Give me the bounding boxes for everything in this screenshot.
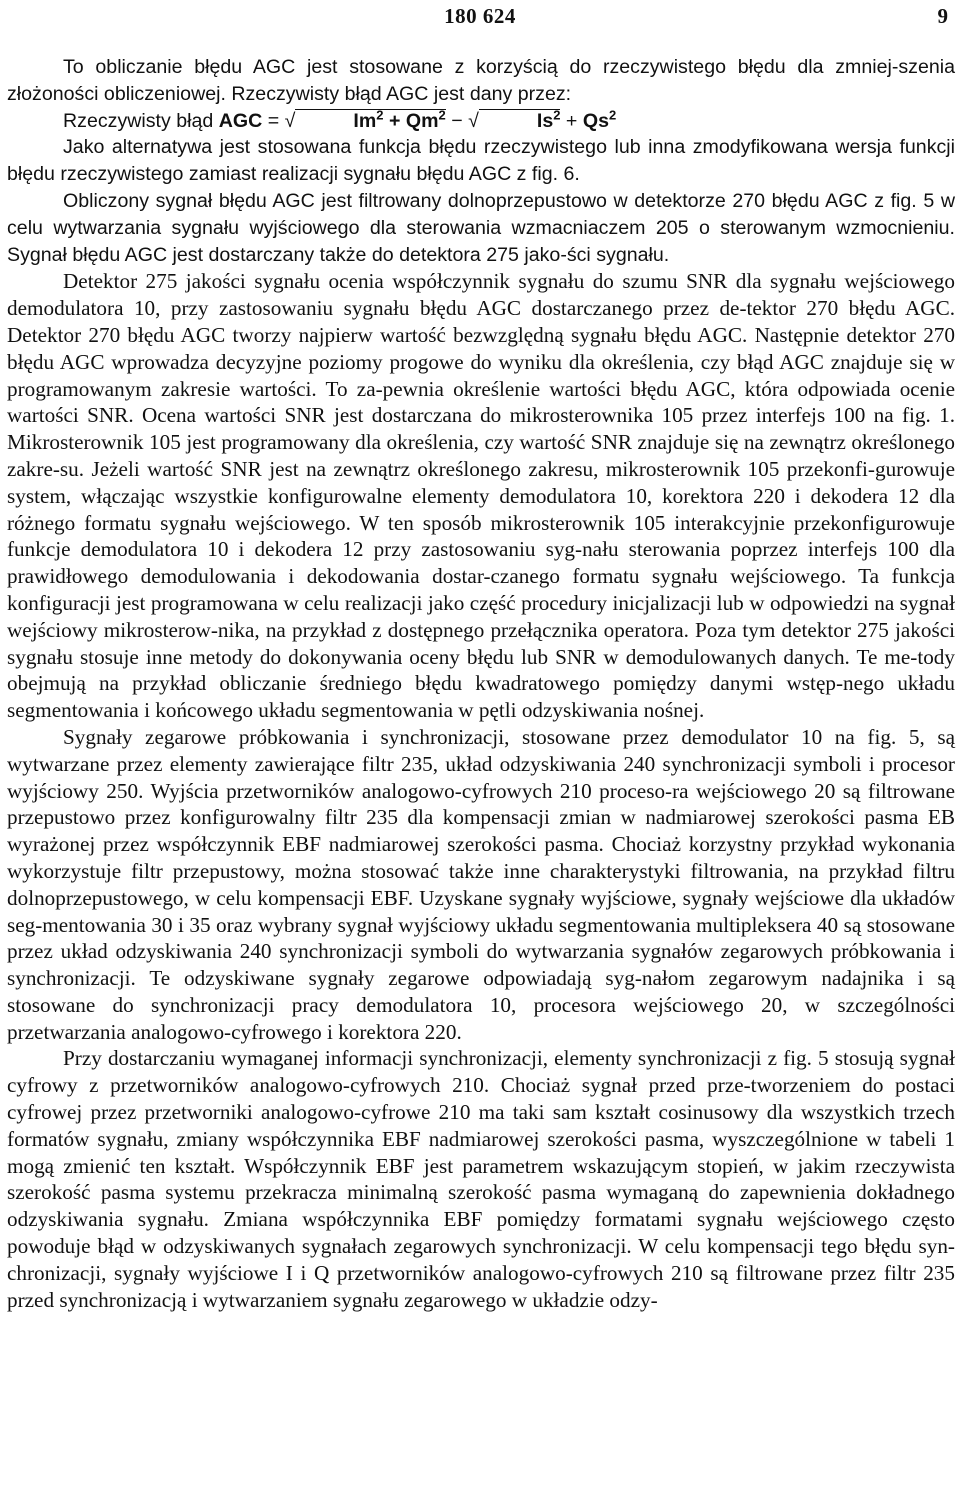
formula-equals: = xyxy=(267,109,280,132)
formula-minus: − xyxy=(451,109,463,132)
patent-number: 180 624 xyxy=(444,4,516,28)
sqrt-icon: √ xyxy=(284,109,296,132)
formula-prefix: Rzeczywisty błąd xyxy=(63,109,214,132)
paragraph-6: Przy dostarczaniu wymaganej informacji synchronizacji, elementy synchronizacji z fig. 5 stosują sygnał cyfrowy z przetworników analogowo-cyfrowych 210. Chociaż sygnał przed prze-tworzeniem do postaci cyfrowej przez przetworniki analogowo-cyfrowe 210 ma taki sam kształt cosinusowy dla wszystkich trzech formatów sygnału, zmiany współczynnika EBF nadmiarowej szerokości pasma, wyszczególnione w tabeli 1 mogą zmienić ten kształt. Współczynnik EBF jest parametrem wskazującym stopień, w jakim rzeczywista szerokość pasma systemu przekracza minimalną szerokość pasma wymaganą do zapewnienia dokładnego odzyskiwania sygnału. Zmiana współczynnika EBF pomiędzy formatami sygnału wejściowego często powoduje błąd w odzyskiwanych sygnałach zegarowych synchronizacji. W celu kompensacji tego błędu syn-chronizacji, sygnały wyjściowe I i Q przetworników analogowo-cyfrowych 210 są filtrowane przez filtr 235 przed synchronizacją i wytwarzaniem sygnału zegarowego w układzie odzy- xyxy=(7,1046,955,1312)
agc-error-formula: Rzeczywisty błąd AGC = √ Im$^2$ + Qm$^2$ − √ Is$^2$ + Qs$^2$ xyxy=(63,107,617,132)
page-header xyxy=(0,4,960,28)
paragraph-5: Sygnały zegarowe próbkowania i synchronizacji, stosowane przez demodulator 10 na fig. 5, są wytwarzane przez elementy zawierające filtr 235, układ odzyskiwania 240 synchronizacji symboli i procesor wyjściowy 250. Wyjścia przetworników analogowo-cyfrowych 210 proceso-ra wejściowego 20 są filtrowane przepustowo przez konfigurowalny filtr 235 dla kompensacji zmian w nadmiarowej szerokości pasma EB wyrażonej przez współczynnik EBF nadmiarowej szerokości pasma. Chociaż korzystny przykład wykonania wykorzystuje filtr przepustowy, można stosować także inne charakterystyki filtrowania, na przykład filtru dolnoprzepustowego, w celu kompensacji EBF. Uzyskane sygnały wyjściowe, sygnały wejściowe dla układów seg-mentowania 30 i 35 oraz wybrany sygnał wyjściowy układu segmentowania multipleksera 40 są stosowane przez układ odzyskiwania 240 synchronizacji symboli do wytwarzania sygnałów zegarowych próbkowania i synchronizacji. Te odzyskiwane sygnały zegarowe odpowiadają syg-nałom zegarowym nadajnika i są stosowane do synchronizacji pracy demodulatora 10, procesora wejściowego 20, w szczególności przetwarzania analogowo-cyfrowego i korektora 220. xyxy=(7,724,955,1044)
formula-sqrt-term-1: Im$^2$ + Qm$^2$ xyxy=(295,109,445,132)
paragraph-4: Detektor 275 jakości sygnału ocenia współczynnik sygnału do szumu SNR dla sygnału wejściowego demodulatora 10, przy zastosowaniu sygnału błędu AGC dostarczanego przez de-tektor 270 błędu AGC. Detektor 270 błędu AGC tworzy najpierw wartość bezwzględną sygnału błędu AGC. Następnie detektor 270 błędu AGC wprowadza decyzyjne poziomy progowe do wyniku dla określenia, czy błąd AGC znajduje się w programowanym zakresie wartości. To za-pewnia określenie wartości błędu AGC, która odpowiada ocenie wartości SNR. Ocena wartości SNR jest dostarczana do mikrosterownika 105 przez interfejs 100 na fig. 1. Mikrosterownik 105 jest programowany dla określenia, czy wartość SNR znajduje się na zewnątrz określonego zakre-su. Jeżeli wartość SNR jest na zewnątrz określonego zakresu, mikrosterownik 105 przekonfi-gurowuje system, włączając wszystkie konfigurowalne elementy demodulatora 10, korektora 220 i dekodera 12 dla różnego formatu sygnału wejściowego. W ten sposób mikrosterownik 105 interakcyjnie przekonfigurowuje funkcje demodulatora 10 i dekodera 12 przy zastosowaniu syg-nału sterowania poprzez interfejs 100 dla prawidłowego demodulowania i dekodowania dostar-czanego formatu sygnału wejściowego. Ta funkcja konfiguracji jest programowana w celu realizacji jako część procedury inicjalizacji lub w odpowiedzi na sygnał wejściowy mikrosterow-nika, na przykład z dostępnego przełącznika operatora. Poza tym detektor 275 jakości sygnału stosuje inne metody do dokonywania oceny błędu lub SNR w demodulowanych danych. Te me-tody obejmują na przykład obliczanie średniego błędu kwadratowego pomiędzy danymi wstęp-nego układu segmentowania i końcowego układu segmentowania w pętli odzyskiwania nośnej. xyxy=(7,269,955,723)
formula-sqrt-term-2: Is$^2$ xyxy=(479,109,561,132)
formula-lhs: AGC xyxy=(218,109,263,132)
sqrt-icon: √ xyxy=(468,109,479,132)
paragraph-1: To obliczanie błędu AGC jest stosowane z korzyścią do rzeczywistego błędu dla zmniej-szenia złożoności obliczeniowej. Rzeczywisty błąd AGC jest dany przez: xyxy=(7,56,955,105)
document-body xyxy=(7,54,955,1313)
paragraph-2: Jako alternatywa jest stosowana funkcja błędu rzeczywistego lub inna zmodyfikowana wersja funkcji błędu rzeczywistego zamiast realizacji sygnału błędu AGC z fig. 6. xyxy=(7,136,955,186)
paragraph-3: Obliczony sygnał błędu AGC jest filtrowany dolnoprzepustowo w detektorze 270 błędu AGC z fig. 5 w celu wytwarzania sygnału wyjściowego dla sterowania wzmacniaczem 205 o sterowanym wzmocnieniu. Sygnał błędu AGC jest dostarczany także do detektora 275 jako-ści sygnału. xyxy=(7,189,955,266)
formula-term-qs: Qs$^2$ xyxy=(582,107,617,132)
page-number: 9 xyxy=(937,4,948,28)
